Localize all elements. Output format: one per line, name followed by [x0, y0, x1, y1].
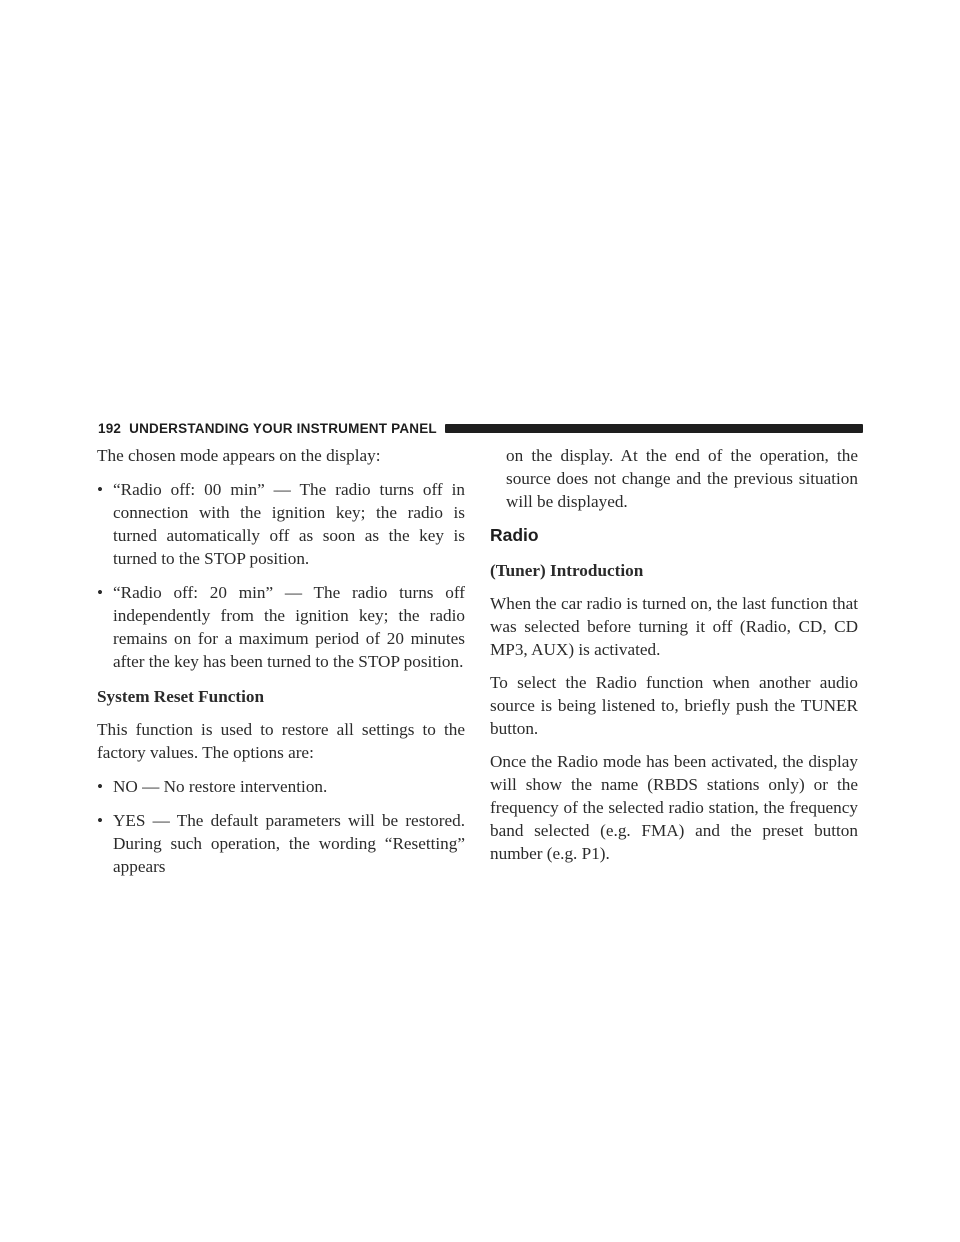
tuner-intro-heading: (Tuner) Introduction — [490, 561, 644, 580]
bullet-text: NO — No restore intervention. — [113, 777, 328, 796]
bullet-icon: • — [97, 480, 104, 499]
header-rule — [445, 424, 863, 433]
intro-paragraph: The chosen mode appears on the display: — [97, 446, 381, 465]
page-header — [98, 418, 863, 438]
tuner-paragraph-2: To select the Radio function when another audio source is being listened to, briefly push the TUNER button. — [490, 673, 858, 738]
tuner-paragraph-3: Once the Radio mode has been activated, the display will show the name (RBDS stations only) or the frequency of the selected radio station, the frequency band selected (e.g. FMA) and the preset button number (e.g. P1). — [490, 752, 858, 863]
continued-bullet-text: on the display. At the end of the operation, the source does not change and the previous situation will be displayed. — [506, 446, 858, 511]
page-number: 192 — [98, 420, 122, 436]
left-column — [97, 438, 465, 878]
section-title-header: UNDERSTANDING YOUR INSTRUMENT PANEL — [129, 420, 437, 436]
bullet-icon: • — [97, 777, 104, 796]
bullet-item-no — [97, 775, 465, 798]
bullet-icon: • — [97, 811, 104, 830]
bullet-item-radio-off-00 — [97, 478, 465, 570]
bullet-text: “Radio off: 00 min” — The radio turns off in connection with the ignition key; the radio is turned automatically off as soon as the key is turned to the STOP position. — [113, 480, 465, 568]
bullet-icon: • — [97, 583, 104, 602]
radio-section-title: Radio — [490, 525, 539, 545]
tuner-paragraph-1: When the car radio is turned on, the last function that was selected before turning it off (Radio, CD, CD MP3, AUX) is activated. — [490, 594, 858, 659]
reset-paragraph: This function is used to restore all settings to the factory values. The options are: — [97, 720, 465, 762]
bullet-text: YES — The default parameters will be restored. During such operation, the wording “Resetting” appears — [113, 811, 465, 876]
bullet-item-radio-off-20 — [97, 581, 465, 673]
bullet-item-yes — [97, 809, 465, 878]
right-column — [490, 438, 858, 865]
reset-heading: System Reset Function — [97, 687, 265, 706]
bullet-text: “Radio off: 20 min” — The radio turns off independently from the ignition key; the radio remains on for a maximum period of 20 minutes after the key has been turned to the STOP position. — [113, 583, 465, 671]
